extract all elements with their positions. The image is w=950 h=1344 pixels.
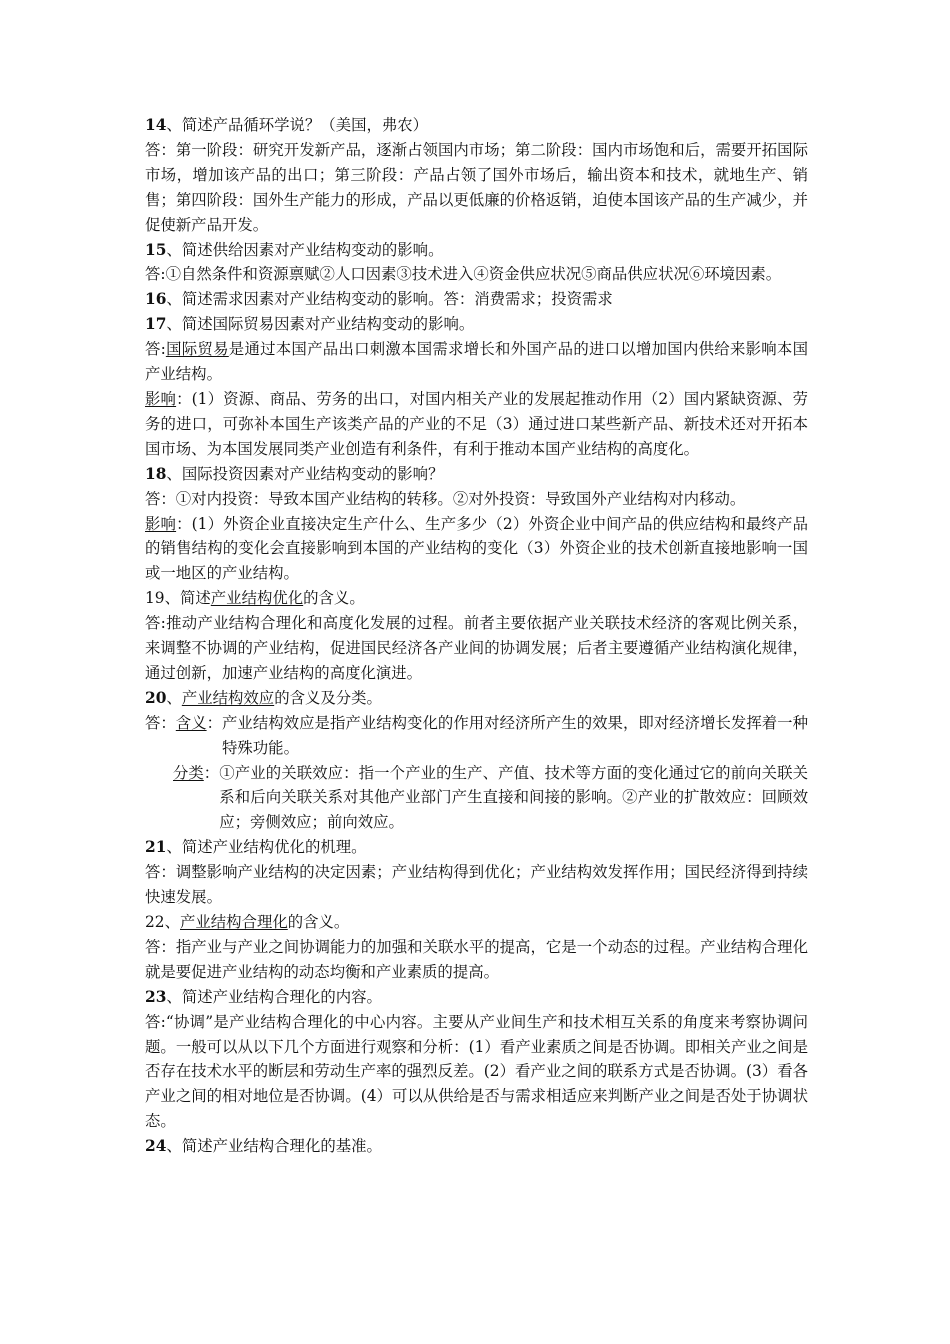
answer-text: 是通过本国产品出口刺激本国需求增长和外国产品的进口以增加国内供给来影响本国产业结构。 [145, 340, 808, 384]
question-title-pre: 、 [164, 913, 180, 931]
question-number: 19 [145, 589, 165, 608]
question-number: 23 [145, 987, 167, 1006]
question-18 [145, 462, 808, 487]
question-title-post: 的含义。 [287, 913, 350, 931]
question-title: 、国际投资因素对产业结构变动的影响？ [166, 464, 444, 483]
term-structure-rationalization: 产业结构合理化 [180, 913, 288, 931]
question-number: 14 [145, 116, 167, 134]
document-page [145, 113, 808, 1159]
answer-20-meaning [145, 711, 808, 761]
question-16 [145, 287, 808, 312]
question-number: 15 [145, 240, 167, 259]
question-number: 21 [145, 838, 167, 857]
question-title: 、简述产业结构合理化的内容。 [166, 987, 382, 1006]
meaning-lead: 答：含义： [145, 713, 222, 732]
answer-22: 答：指产业与产业之间协调能力的加强和关联水平的提高，它是一个动态的过程。产业结构合理化就是要促进产业结构的动态均衡和产业素质的提高。 [145, 937, 808, 981]
meaning-text: 产业结构效应是指产业结构变化的作用对经济所产生的效果，即对经济增长发挥着一种特殊功能。 [222, 713, 808, 757]
question-22 [145, 910, 808, 935]
class-text: ①产业的关联效应：指一个产业的生产、产值、技术等方面的变化通过它的前向关联关系和后向关联关系对其他产业部门产生直接和间接的影响。②产业的扩散效应：回顾效应；旁侧效应；前向效应。 [219, 763, 808, 832]
question-number: 16 [145, 290, 167, 309]
impact-text: ：(1）外资企业直接决定生产什么、生产多少（2）外资企业中间产品的供应结构和最终产品的销售结构的变化会直接影响到本国的产业结构的变化（3）外资企业的技术创新直接地影响一国或一地区的产业结构。 [145, 514, 808, 583]
term-classification: 分类 [173, 763, 204, 782]
question-title: 、简述产品循环学说？（美国，弗农） [166, 116, 429, 134]
question-number: 20 [145, 688, 167, 707]
question-title-pre: 、简述 [164, 589, 211, 608]
question-20 [145, 686, 808, 711]
question-number: 24 [145, 1137, 167, 1156]
question-title: 、简述供给因素对产业结构变动的影响。 [166, 240, 444, 259]
question-title-pre: 、 [166, 688, 182, 707]
term-impact: 影响 [145, 514, 177, 533]
question-19 [145, 586, 808, 611]
question-14 [145, 113, 808, 138]
answer-15: 答:①自然条件和资源禀赋②人口因素③技术进入④资金供应状况⑤商品供应状况⑥环境因素。 [145, 265, 782, 284]
term-structure-optimization: 产业结构优化 [210, 589, 304, 608]
question-number: 17 [145, 315, 167, 334]
answer-23: 答:“协调”是产业结构合理化的中心内容。主要从产业间生产和技术相互关系的角度来考察协调问题。一般可以从以下几个方面进行观察和分析：(1）看产业素质之间是否协调。即相关产业之间是否存在技术水平的断层和劳动生产率的强烈反差。(2）看产业之间的联系方式是否协调。(3）看各产业之间的相对地位是否协调。(4）可以从供给是否与需求相适应来判断产业之间是否处于协调状态。 [145, 1012, 808, 1131]
term-structure-effect: 产业结构效应 [181, 688, 275, 707]
question-number: 18 [145, 464, 167, 483]
question-title: 、简述国际贸易因素对产业结构变动的影响。 [166, 315, 475, 334]
question-number: 22 [145, 913, 165, 931]
question-title: 、简述需求因素对产业结构变动的影响。答：消费需求；投资需求 [166, 290, 613, 309]
answer-20-classification [145, 761, 808, 836]
answer-21: 答：调整影响产业结构的决定因素；产业结构得到优化；产业结构效发挥作用；国民经济得到持续快速发展。 [145, 863, 808, 907]
impact-17 [145, 387, 808, 462]
question-17 [145, 312, 808, 337]
impact-18 [145, 512, 808, 587]
term-impact: 影响 [145, 389, 177, 408]
answer-prefix: 答： [145, 713, 176, 732]
question-23 [145, 985, 808, 1010]
question-21 [145, 835, 808, 860]
term-meaning: 含义 [175, 713, 207, 732]
answer-prefix: 答: [145, 340, 166, 359]
answer-19: 答:推动产业结构合理化和高度化发展的过程。前者主要依据产业关联技术经济的客观比例关系，来调整不协调的产业结构，促进国民经济各产业间的协调发展；后者主要遵循产业结构演化规律，通过创新，加速产业结构的高度化演进。 [145, 614, 808, 682]
answer-14: 答：第一阶段：研究开发新产品，逐渐占领国内市场；第二阶段：国内市场饱和后，需要开拓国际市场，增加该产品的出口；第三阶段：产品占领了国外市场后，输出资本和技术，就地生产、销售；第四阶段：国外生产能力的形成，产品以更低廉的价格返销，迫使本国该产品的生产减少，并促使新产品开发。 [145, 140, 808, 234]
term-international-trade: 国际贸易 [165, 340, 229, 359]
question-24 [145, 1134, 808, 1159]
question-title-post: 的含义。 [303, 589, 365, 608]
question-15 [145, 238, 808, 263]
answer-17 [145, 337, 808, 387]
class-lead: 分类： [173, 763, 220, 782]
question-title: 、简述产业结构优化的机理。 [166, 838, 367, 857]
question-title-post: 的含义及分类。 [274, 688, 382, 707]
question-title: 、简述产业结构合理化的基准。 [166, 1137, 382, 1156]
answer-18: 答：①对内投资：导致本国产业结构的转移。②对外投资：导致国外产业结构对内移动。 [145, 489, 746, 508]
impact-text: ：(1）资源、商品、劳务的出口，对国内相关产业的发展起推动作用（2）国内紧缺资源、劳务的进口，可弥补本国生产该类产品的产业的不足（3）通过进口某些新产品、新技术还对开拓本国市场、为本国发展同类产业创造有利条件，有利于推动本国产业结构的高度化。 [145, 389, 808, 458]
